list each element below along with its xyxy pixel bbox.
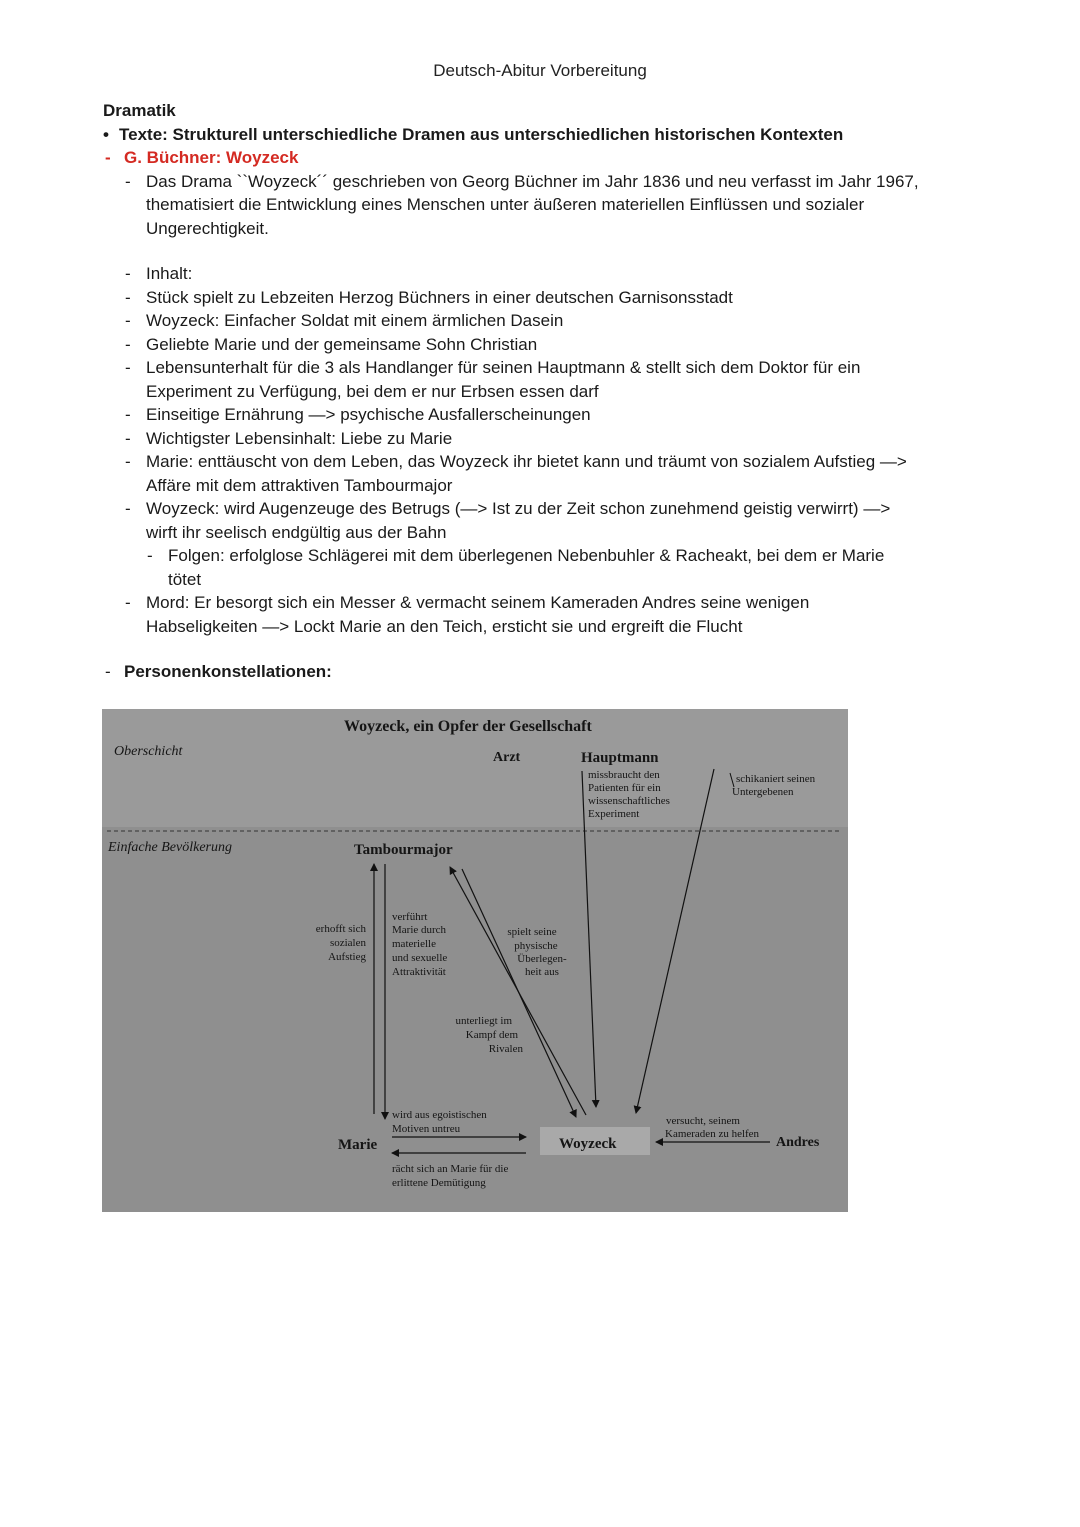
list-item-line: Affäre mit dem attraktiven Tambourmajor [146,475,453,495]
label-line: verführt [392,911,428,923]
list-item [103,427,983,451]
dash-icon: - [105,662,111,681]
label-line: unterliegt im [455,1015,512,1027]
list-item-line: Wichtigster Lebensinhalt: Liebe zu Marie [146,428,453,448]
label-line: Patienten für ein [588,782,661,794]
list-item [103,309,983,333]
dash-icon: - [125,428,131,448]
list-item [103,591,983,638]
dash-icon: - [125,264,131,283]
list-item-line: Habseligkeiten —> Lockt Marie an den Teich, ersticht sie und ergreift die Flucht [146,616,743,636]
label-line: Überlegen- [517,953,567,965]
list-item-line: Geliebte Marie und der gemeinsame Sohn Christian [146,334,538,354]
dash-icon: - [125,358,131,377]
list-item-line: Mord: Er besorgt sich ein Messer & vermacht seinem Kameraden Andres seine wenigen [146,593,810,612]
label-line: Marie durch [392,924,447,936]
section-heading: Dramatik [103,101,176,120]
document-body [103,99,983,684]
label-line: erlittene Demütigung [392,1177,486,1189]
list-item-line: tötet [168,569,202,589]
dash-icon: - [105,148,111,167]
label-line: wird aus egoistischen [392,1109,487,1121]
sub-list-item [103,544,983,591]
node-tambourmajor: Tambourmajor [354,842,453,858]
list-item-line: Woyzeck: wird Augenzeuge des Betrugs (—> Ist zu der Zeit schon zunehmend geistig verwirrt) —> [146,499,891,518]
upper-class-label: Oberschicht [114,744,183,759]
spacer [103,240,983,262]
dash-icon: - [125,334,131,354]
node-woyzeck: Woyzeck [559,1136,617,1152]
list-item-line: Einseitige Ernährung —> psychische Ausfallerscheinungen [146,405,591,424]
work-title: G. Büchner: Woyzeck [124,148,299,167]
label-line: Untergebenen [732,786,794,798]
dash-icon: - [125,287,131,307]
label-line: versucht, seinem [666,1115,740,1127]
intro-line: Ungerechtigkeit. [146,218,269,238]
diagram-svg [102,709,848,1212]
label-line: rächt sich an Marie für die [392,1163,509,1175]
dash-icon: - [125,171,131,191]
character-constellation-diagram [102,709,848,1212]
label-line: spielt seine [507,926,557,938]
intro-line: Das Drama ``Woyzeck´´ geschrieben von Georg Büchner im Jahr 1836 und neu verfasst im Jahr 1967, [146,171,919,191]
list-item-line: Marie: enttäuscht von dem Leben, das Woyzeck ihr bietet kann und träumt von sozialem Aufstieg —> [146,452,907,471]
label-line: Rivalen [488,1043,523,1055]
dash-icon: - [147,546,153,565]
diagram-title: Woyzeck, ein Opfer der Gesellschaft [344,718,592,735]
list-item-line: wirft ihr seelisch endgültig aus der Bahn [146,522,447,542]
page-title: Deutsch-Abitur Vorbereitung [433,61,647,80]
list-item-line: Lebensunterhalt für die 3 als Handlanger für seinen Hauptmann & stellt sich dem Doktor für ein [146,358,861,377]
list-item [103,333,983,357]
constellation-heading-row [103,660,983,684]
node-arzt: Arzt [493,750,521,765]
dash-icon: - [125,499,131,518]
node-hauptmann: Hauptmann [581,750,659,766]
node-andres: Andres [776,1135,820,1150]
list-item [103,403,983,427]
label-line: missbraucht den [588,769,660,781]
label-line: sozialen [329,937,366,949]
label-line: schikaniert seinen [736,773,816,785]
work-title-row [103,146,983,170]
intro-paragraph [103,170,983,241]
list-item-line: Experiment zu Verfügung, bei dem er nur Erbsen essen darf [146,381,599,401]
list-item-line: Woyzeck: Einfacher Soldat mit einem ärmlichen Dasein [146,311,564,330]
dash-icon: - [125,311,131,330]
dash-icon: - [125,405,131,424]
node-marie: Marie [338,1137,378,1153]
label-line: heit aus [525,966,559,978]
intro-line: thematisiert die Entwicklung eines Menschen unter äußeren materiellen Einflüssen und sozialer [146,195,865,214]
label-line: wissenschaftliches [588,795,670,807]
label-line: erhofft sich [315,923,366,935]
list-item [103,497,983,544]
constellation-heading: Personenkonstellationen: [124,662,332,681]
label-line: und sexuelle [392,952,448,964]
label-line: Kampf dem [465,1029,518,1041]
content-heading-row [103,262,983,286]
label-line: physische [514,940,558,952]
list-item [103,450,983,497]
dash-icon: - [125,593,131,612]
lower-class-label: Einfache Bevölkerung [108,840,233,855]
label-line: Kameraden zu helfen [665,1128,760,1140]
list-item [103,286,983,310]
content-list [103,262,983,638]
label-line: materielle [392,938,436,950]
label-line: Motiven untreu [392,1123,461,1135]
texts-bullet [103,123,983,147]
content-heading: Inhalt: [146,264,193,283]
bullet-icon: • [103,124,109,144]
spacer [103,638,983,660]
list-item-line: Stück spielt zu Lebzeiten Herzog Büchners in einer deutschen Garnisonsstadt [146,287,733,307]
list-item [103,356,983,403]
dash-icon: - [125,452,131,471]
texts-line: Texte: Strukturell unterschiedliche Dramen aus unterschiedlichen historischen Kontexten [119,124,844,144]
label-line: Experiment [588,808,640,820]
label-line: Attraktivität [392,966,446,978]
label-line: Aufstieg [328,951,366,963]
list-item-line: Folgen: erfolglose Schlägerei mit dem überlegenen Nebenbuhler & Racheakt, bei dem er Marie [168,546,885,565]
